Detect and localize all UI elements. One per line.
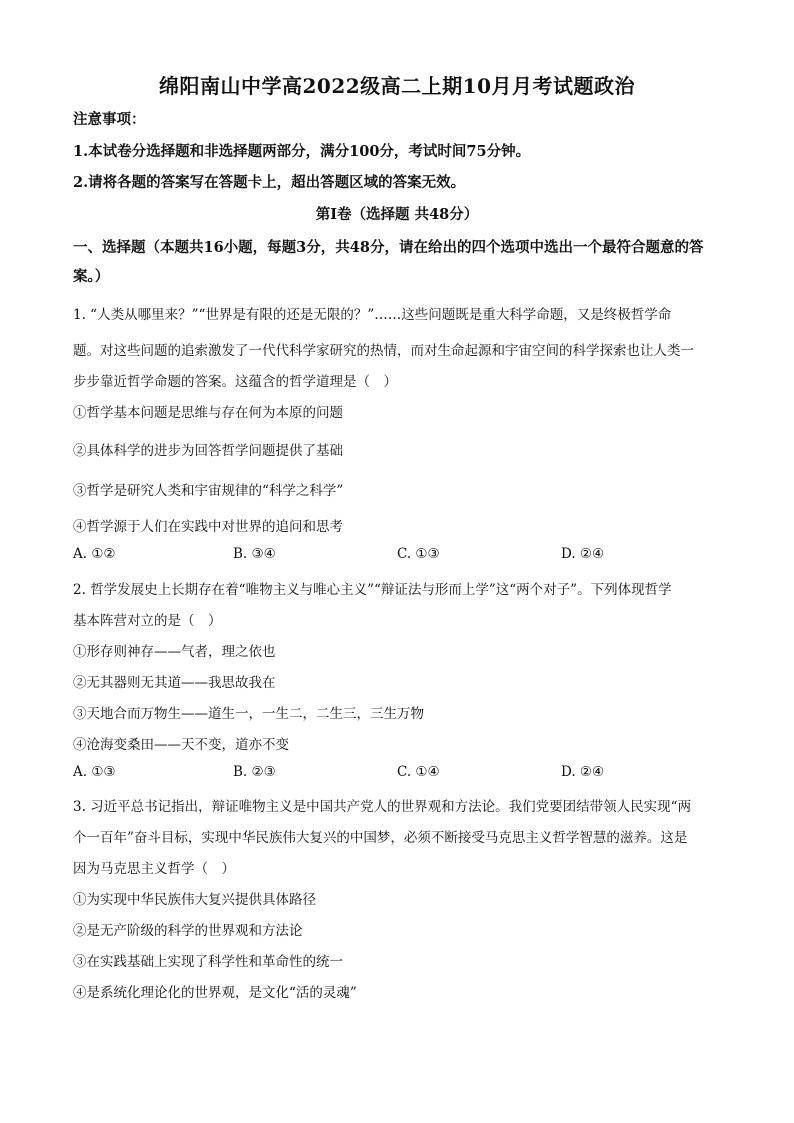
question-text-line: 题。对这些问题的追索激发了一代代科学家研究的热情，而对生命起源和宇宙空间的科学探索也让人类一 <box>73 343 694 359</box>
answer-option-d: D. ②④ <box>561 546 605 562</box>
part-heading: 一、选择题（本题共16小题，每题3分，共48分，请在给出的四个选项中选出一个最符合题意的答案。） <box>73 239 704 285</box>
answer-option-b: B. ③④ <box>233 546 276 562</box>
statement: ③哲学是研究人类和宇宙规律的“科学之科学” <box>73 483 344 499</box>
note-item: 1.本试卷分选择题和非选择题两部分，满分100分，考试时间75分钟。 <box>73 143 531 160</box>
statement: ④沧海变桑田——天不变，道亦不变 <box>73 737 289 753</box>
statement: ②无其器则无其道——我思故我在 <box>73 675 276 691</box>
statement: ④是系统化理论化的世界观，是文化“活的灵魂” <box>73 985 357 1001</box>
statement: ②是无产阶级的科学的世界观和方法论 <box>73 923 303 939</box>
statement: ②具体科学的进步为回答哲学问题提供了基础 <box>73 443 343 459</box>
question-text-line: 2. 哲学发展史上长期存在着“唯物主义与唯心主义”“辩证法与形而上学”这“两个对子”。下列体现哲学 <box>73 582 672 598</box>
answer-option-a: A. ①② <box>73 546 116 562</box>
question-text-line: 1. “人类从哪里来？”“世界是有限的还是无限的？”……这些问题既是重大科学命题，又是终极哲学命 <box>73 307 672 323</box>
page-title: 绵阳南山中学高2022级高二上期10月月考试题政治 <box>159 74 635 98</box>
statement: ④哲学源于人们在实践中对世界的追问和思考 <box>73 519 343 535</box>
answer-option-b: B. ②③ <box>233 764 276 780</box>
statement: ③在实践基础上实现了科学性和革命性的统一 <box>73 954 343 970</box>
answer-option-c: C. ①③ <box>397 546 440 562</box>
statement: ③天地合而万物生——道生一，一生二，二生三，三生万物 <box>73 706 424 722</box>
answer-option-a: A. ①③ <box>73 764 116 780</box>
question-text-line: 因为马克思主义哲学（ ） <box>73 861 235 877</box>
note-item: 2.请将各题的答案写在答题卡上，超出答题区域的答案无效。 <box>73 174 466 191</box>
answer-option-c: C. ①④ <box>397 764 440 780</box>
question-text-line: 基本阵营对立的是（ ） <box>73 613 222 629</box>
question-text-line: 步步靠近哲学命题的答案。这蕴含的哲学道理是（ ） <box>73 374 397 390</box>
answer-option-d: D. ②④ <box>561 764 605 780</box>
statement: ①为实现中华民族伟大复兴提供具体路径 <box>73 892 316 908</box>
statement: ①形存则神存——气者，理之依也 <box>73 644 276 660</box>
question-text-line: 个一百年”奋斗目标，实现中华民族伟大复兴的中国梦，必须不断接受马克思主义哲学智慧的滋养。这是 <box>73 830 688 846</box>
question-text-line: 3. 习近平总书记指出，辩证唯物主义是中国共产党人的世界观和方法论。我们党要团结带领人民实现“两 <box>73 799 692 815</box>
notes-heading: 注意事项： <box>73 111 146 128</box>
statement: ①哲学基本问题是思维与存在何为本原的问题 <box>73 405 343 421</box>
section-title: 第Ⅰ卷（选择题 共48分） <box>315 206 479 223</box>
